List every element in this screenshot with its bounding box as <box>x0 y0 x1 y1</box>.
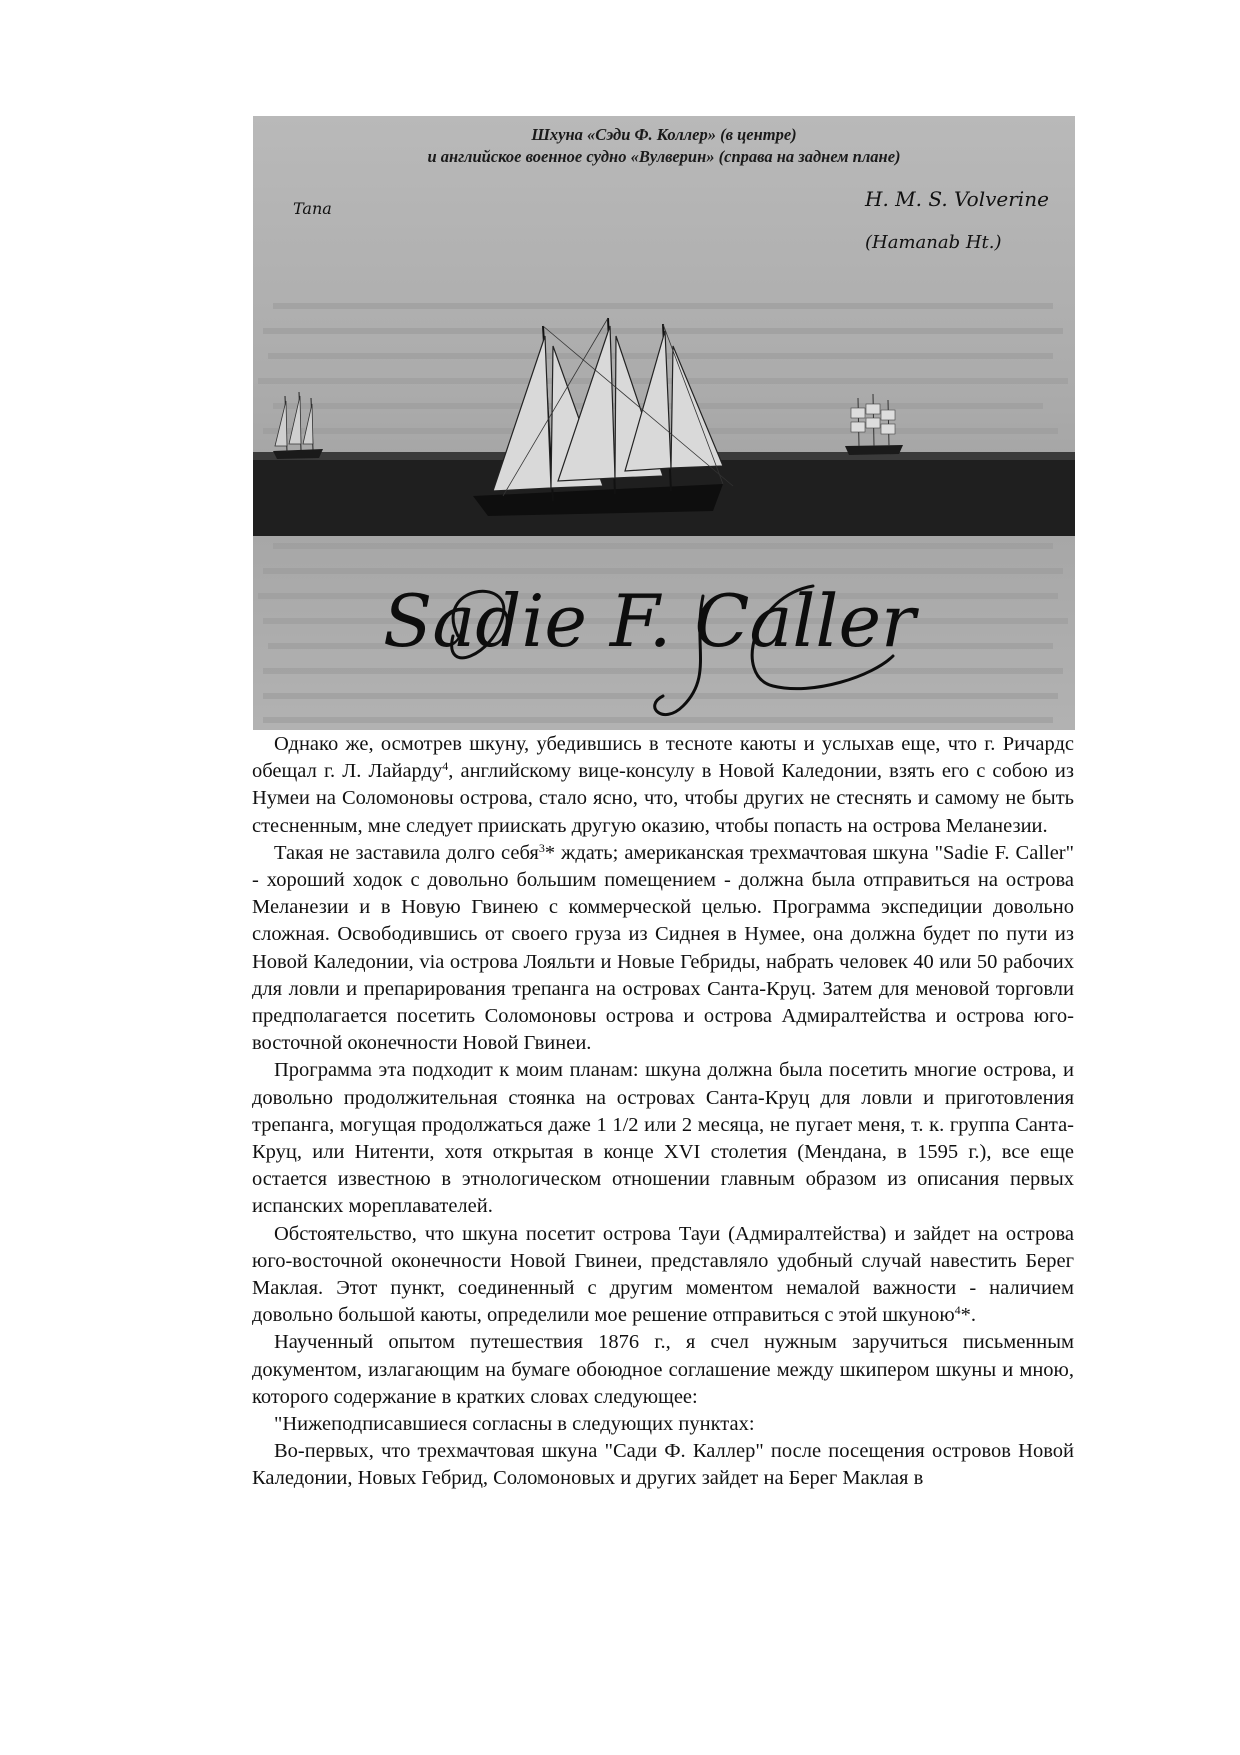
note-right-2: (Hamanab Ht.) <box>865 232 1002 253</box>
body-text <box>252 731 1074 1493</box>
paragraph: Обстоятельство, что шкуна посетит острова Тауи (Адмиралтейства) и зайдет на острова юго-восточной оконечности Новой Гвинеи, представляло удобный случай навестить Берег Маклая. Этот пункт, соединенный с другим моментом немалой важности - наличием довольно большой каюты, определили мое решение отправиться с этой шкуною$^4$*. <box>252 1222 1074 1327</box>
illustration-drawing <box>253 116 1075 730</box>
caption-line-1: Шхуна «Сэди Ф. Коллер» (в центре) <box>531 125 797 144</box>
schooner-sails <box>493 326 723 491</box>
paragraph: Программа эта подходит к моим планам: шкуна должна была посетить многие острова, и довольно продолжительная стоянка на островах Санта-Круц для ловли и приготовления трепанга, могущая продолжаться даже 1 1/2 или 2 месяца, не пугает меня, т. к. группа Санта-Круц, или Нитенти, хотя открытая в конце XVI столетия (Мендана, в 1595 г.), все еще остается известною в этнологическом отношении главным образом из описания первых испанских мореплавателей. <box>252 1059 1074 1218</box>
paragraph: Наученный опытом путешествия 1876 г., я счел нужным заручиться письменным документом, излагающим на бумаге обоюдное соглашение между шкипером шкуны и мною, которого содержание в кратких словах следующее: <box>252 1331 1074 1408</box>
paragraph: "Нижеподписавшиеся согласны в следующих пунктах: <box>274 1413 755 1436</box>
schooner-illustration <box>253 116 1075 730</box>
note-left: Tana <box>293 199 332 218</box>
paragraph: Такая не заставила долго себя$^3$* ждать; американская трехмачтовая шкуна "Sadie F. Caller" - хороший ходок с довольно большим помещением - должна была отправиться на острова Меланезии и в Новую Гвинею с коммерческой целью. Программа экспедиции довольно сложная. Освободившись от своего груза из Сиднея в Нумее, она должна будет по пути из Новой Каледонии, via острова Лояльти и Новые Гебриды, набрать человек 40 или 50 рабочих для ловли и препарирования трепанга на островах Санта-Круц. Затем для меновой торговли предполагается посетить Соломоновы острова и острова Адмиралтейства и острова юго-восточной оконечности Новой Гвинеи. <box>252 840 1075 1055</box>
note-right-1: H. M. S. Volverine <box>865 187 1049 211</box>
figure-caption <box>253 124 1075 168</box>
signature-text: Sadie F. Caller <box>383 579 916 663</box>
caption-line-2: и английское военное судно «Вулверин» (справа на заднем плане) <box>427 147 901 166</box>
paragraph: Однако же, осмотрев шкуну, убедившись в тесноте каюты и услыхав еще, что г. Ричардс обещал г. Л. Лайарду$^4$, английскому вице-консулу в Новой Каледонии, взять его с собою из Нумеи на Соломоновы острова, стало ясно, что, чтобы других не стеснять и самому не быть стесненным, мне следует приискать другую оказию, чтобы попасть на острова Меланезии. <box>252 733 1074 837</box>
paragraph: Во-первых, что трехмачтовая шкуна "Сади Ф. Каллер" после посещения островов Новой Каледонии, Новых Гебрид, Соломоновых и других зайдет на Берег Маклая в <box>252 1440 1074 1490</box>
distant-ship-left <box>273 392 323 459</box>
